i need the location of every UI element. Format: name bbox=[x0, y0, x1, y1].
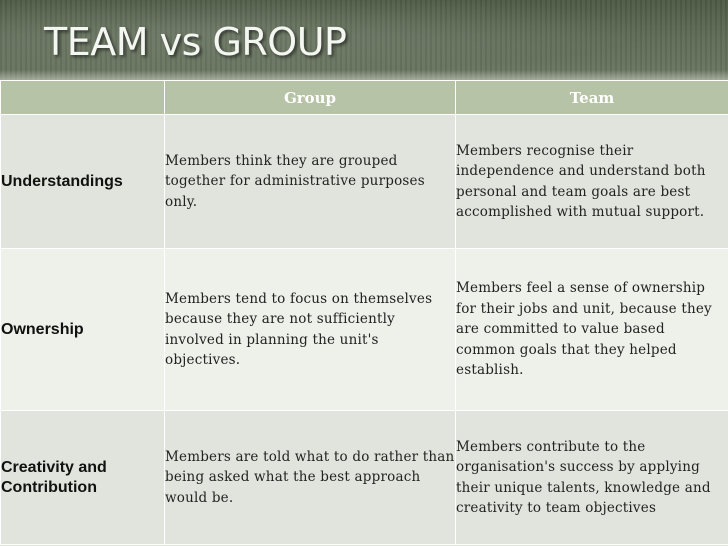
group-cell: Members are told what to do rather than being asked what the best approach would be. bbox=[165, 411, 456, 545]
corner-header-cell bbox=[1, 81, 165, 115]
row-label-ownership: Ownership bbox=[1, 249, 165, 411]
title-banner bbox=[0, 0, 728, 80]
column-header-group: Group bbox=[165, 81, 456, 115]
row-label-creativity-and-contribution: Creativity and Contribution bbox=[1, 411, 165, 545]
group-cell: Members think they are grouped together for administrative purposes only. bbox=[165, 115, 456, 249]
team-cell: Members contribute to the organisation's success by applying their unique talents, knowledge and creativity to team objectives bbox=[456, 411, 728, 545]
team-cell: Members recognise their independence and understand both personal and team goals are best accomplished with mutual support. bbox=[456, 115, 728, 249]
group-cell: Members tend to focus on themselves because they are not sufficiently involved in planning the unit's objectives. bbox=[165, 249, 456, 411]
table-row bbox=[1, 249, 728, 411]
comparison-table bbox=[0, 80, 728, 545]
table-header-row bbox=[1, 81, 728, 115]
row-label-understandings: Understandings bbox=[1, 115, 165, 249]
table-row bbox=[1, 115, 728, 249]
table-row bbox=[1, 411, 728, 545]
team-cell: Members feel a sense of ownership for their jobs and unit, because they are committed to value based common goals that they helped establish. bbox=[456, 249, 728, 411]
slide-title: TEAM vs GROUP bbox=[44, 20, 347, 64]
column-header-team: Team bbox=[456, 81, 728, 115]
